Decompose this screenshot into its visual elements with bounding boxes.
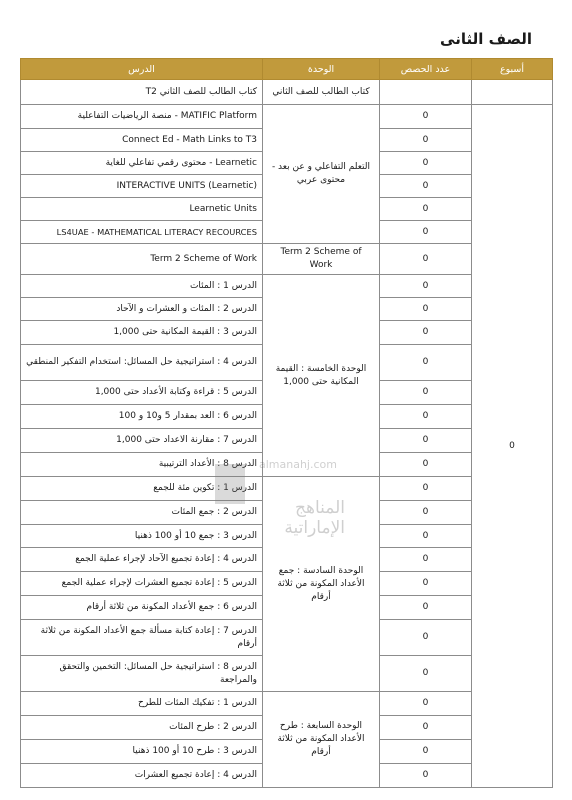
watermark-site: almanahj.com [259, 458, 337, 471]
header-week: أسبوع [472, 59, 553, 80]
lesson-cell: Term 2 Scheme of Work [21, 244, 263, 275]
periods-cell: 0 [380, 152, 472, 175]
periods-cell: 0 [380, 572, 472, 596]
periods-cell: 0 [380, 129, 472, 152]
lesson-cell: الدرس 7 : مقارنة الاعداد حتى 1,000 [21, 429, 263, 453]
periods-cell: 0 [380, 321, 472, 345]
lesson-cell: الدرس 6 : العد بمقدار 5 و10 و 100 [21, 405, 263, 429]
lesson-cell: LS4UAE - MATHEMATICAL LITERACY RECOURCES [21, 221, 263, 244]
header-periods: عدد الحصص [380, 59, 472, 80]
lesson-cell: Learnetic - محتوى رقمي تفاعلي للغاية [21, 152, 263, 175]
periods-cell: 0 [380, 221, 472, 244]
lesson-cell: الدرس 7 : إعادة كتابة مسألة جمع الأعداد المكونة من ثلاثة أرقام [21, 620, 263, 656]
unit-cell: الوحدة الخامسة : القيمة المكانية حتى 1,000 [263, 275, 380, 477]
periods-cell: 0 [380, 198, 472, 221]
periods-cell: 0 [380, 596, 472, 620]
lesson-cell: الدرس 4 : استراتيجية حل المسائل: استخدام التفكير المنطقي [21, 345, 263, 381]
lesson-cell: الدرس 8 : استراتيجية حل المسائل: التخمين والتحقق والمراجعة [21, 656, 263, 692]
lesson-cell: الدرس 2 : المئات و العشرات و الآحاد [21, 298, 263, 321]
lesson-cell: الدرس 3 : طرح 10 أو 100 ذهنيا [21, 740, 263, 764]
lesson-cell: الدرس 2 : جمع المئات [21, 501, 263, 525]
lesson-cell: الدرس 5 : قراءة وكتابة الأعداد حتى 1,000 [21, 381, 263, 405]
periods-cell: 0 [380, 345, 472, 381]
week-cell-empty [472, 80, 553, 105]
header-unit: الوحدة [263, 59, 380, 80]
periods-cell: 0 [380, 716, 472, 740]
lesson-cell: MATIFIC Platform - منصة الرياضيات التفاعلية [21, 105, 263, 129]
table-header-row [21, 59, 553, 80]
unit-cell: كتاب الطالب للصف الثاني [263, 80, 380, 105]
page-title: الصف الثانى [440, 30, 532, 48]
periods-cell: 0 [380, 405, 472, 429]
periods-cell: 0 [380, 692, 472, 716]
lesson-cell: Learnetic Units [21, 198, 263, 221]
lesson-cell: الدرس 3 : جمع 10 أو 100 ذهنيا [21, 525, 263, 548]
periods-cell [380, 80, 472, 105]
header-lesson: الدرس [21, 59, 263, 80]
periods-cell: 0 [380, 105, 472, 129]
periods-cell: 0 [380, 740, 472, 764]
lesson-cell: الدرس 8 : الأعداد الترتيبية [21, 453, 263, 477]
lesson-cell: Connect Ed - Math Links to T3 [21, 129, 263, 152]
lesson-cell: الدرس 3 : القيمة المكانية حتى 1,000 [21, 321, 263, 345]
lesson-plan-table [20, 58, 553, 788]
lesson-cell: الدرس 4 : إعادة تجميع العشرات [21, 764, 263, 788]
periods-cell: 0 [380, 298, 472, 321]
table-row [21, 80, 553, 105]
lesson-cell: الدرس 5 : إعادة تجميع العشرات لإجراء عملية الجمع [21, 572, 263, 596]
lesson-cell: الدرس 4 : إعادة تجميع الآحاد لإجراء عملية الجمع [21, 548, 263, 572]
periods-cell: 0 [380, 429, 472, 453]
week-cell: 0 [472, 105, 553, 788]
lesson-cell: كتاب الطالب للصف الثاني T2 [21, 80, 263, 105]
periods-cell: 0 [380, 477, 472, 501]
periods-cell: 0 [380, 620, 472, 656]
lesson-cell: الدرس 1 : المئات [21, 275, 263, 298]
periods-cell: 0 [380, 525, 472, 548]
unit-cell: Term 2 Scheme of Work [263, 244, 380, 275]
lesson-cell: الدرس 1 : تكوين مئة للجمع [21, 477, 263, 501]
lesson-cell: (INTERACTIVE UNITS (Learnetic [21, 175, 263, 198]
table-row [21, 105, 553, 129]
unit-cell: التعلم التفاعلي و عن بعد - محتوى عربي [263, 105, 380, 244]
watermark-name: المناهج الإماراتية [284, 498, 345, 538]
lesson-cell: الدرس 1 : تفكيك المئات للطرح [21, 692, 263, 716]
periods-cell: 0 [380, 244, 472, 275]
periods-cell: 0 [380, 501, 472, 525]
lesson-cell: الدرس 6 : جمع الأعداد المكونة من ثلاثة أرقام [21, 596, 263, 620]
lesson-cell: الدرس 2 : طرح المئات [21, 716, 263, 740]
periods-cell: 0 [380, 381, 472, 405]
periods-cell: 0 [380, 764, 472, 788]
periods-cell: 0 [380, 548, 472, 572]
unit-cell: الوحدة السادسة : جمع الأعداد المكونة من ثلاثة أرقام [263, 477, 380, 692]
periods-cell: 0 [380, 175, 472, 198]
periods-cell: 0 [380, 453, 472, 477]
periods-cell: 0 [380, 275, 472, 298]
unit-cell: الوحدة السابعة : طرح الأعداد المكونة من ثلاثة أرقام [263, 692, 380, 788]
periods-cell: 0 [380, 656, 472, 692]
